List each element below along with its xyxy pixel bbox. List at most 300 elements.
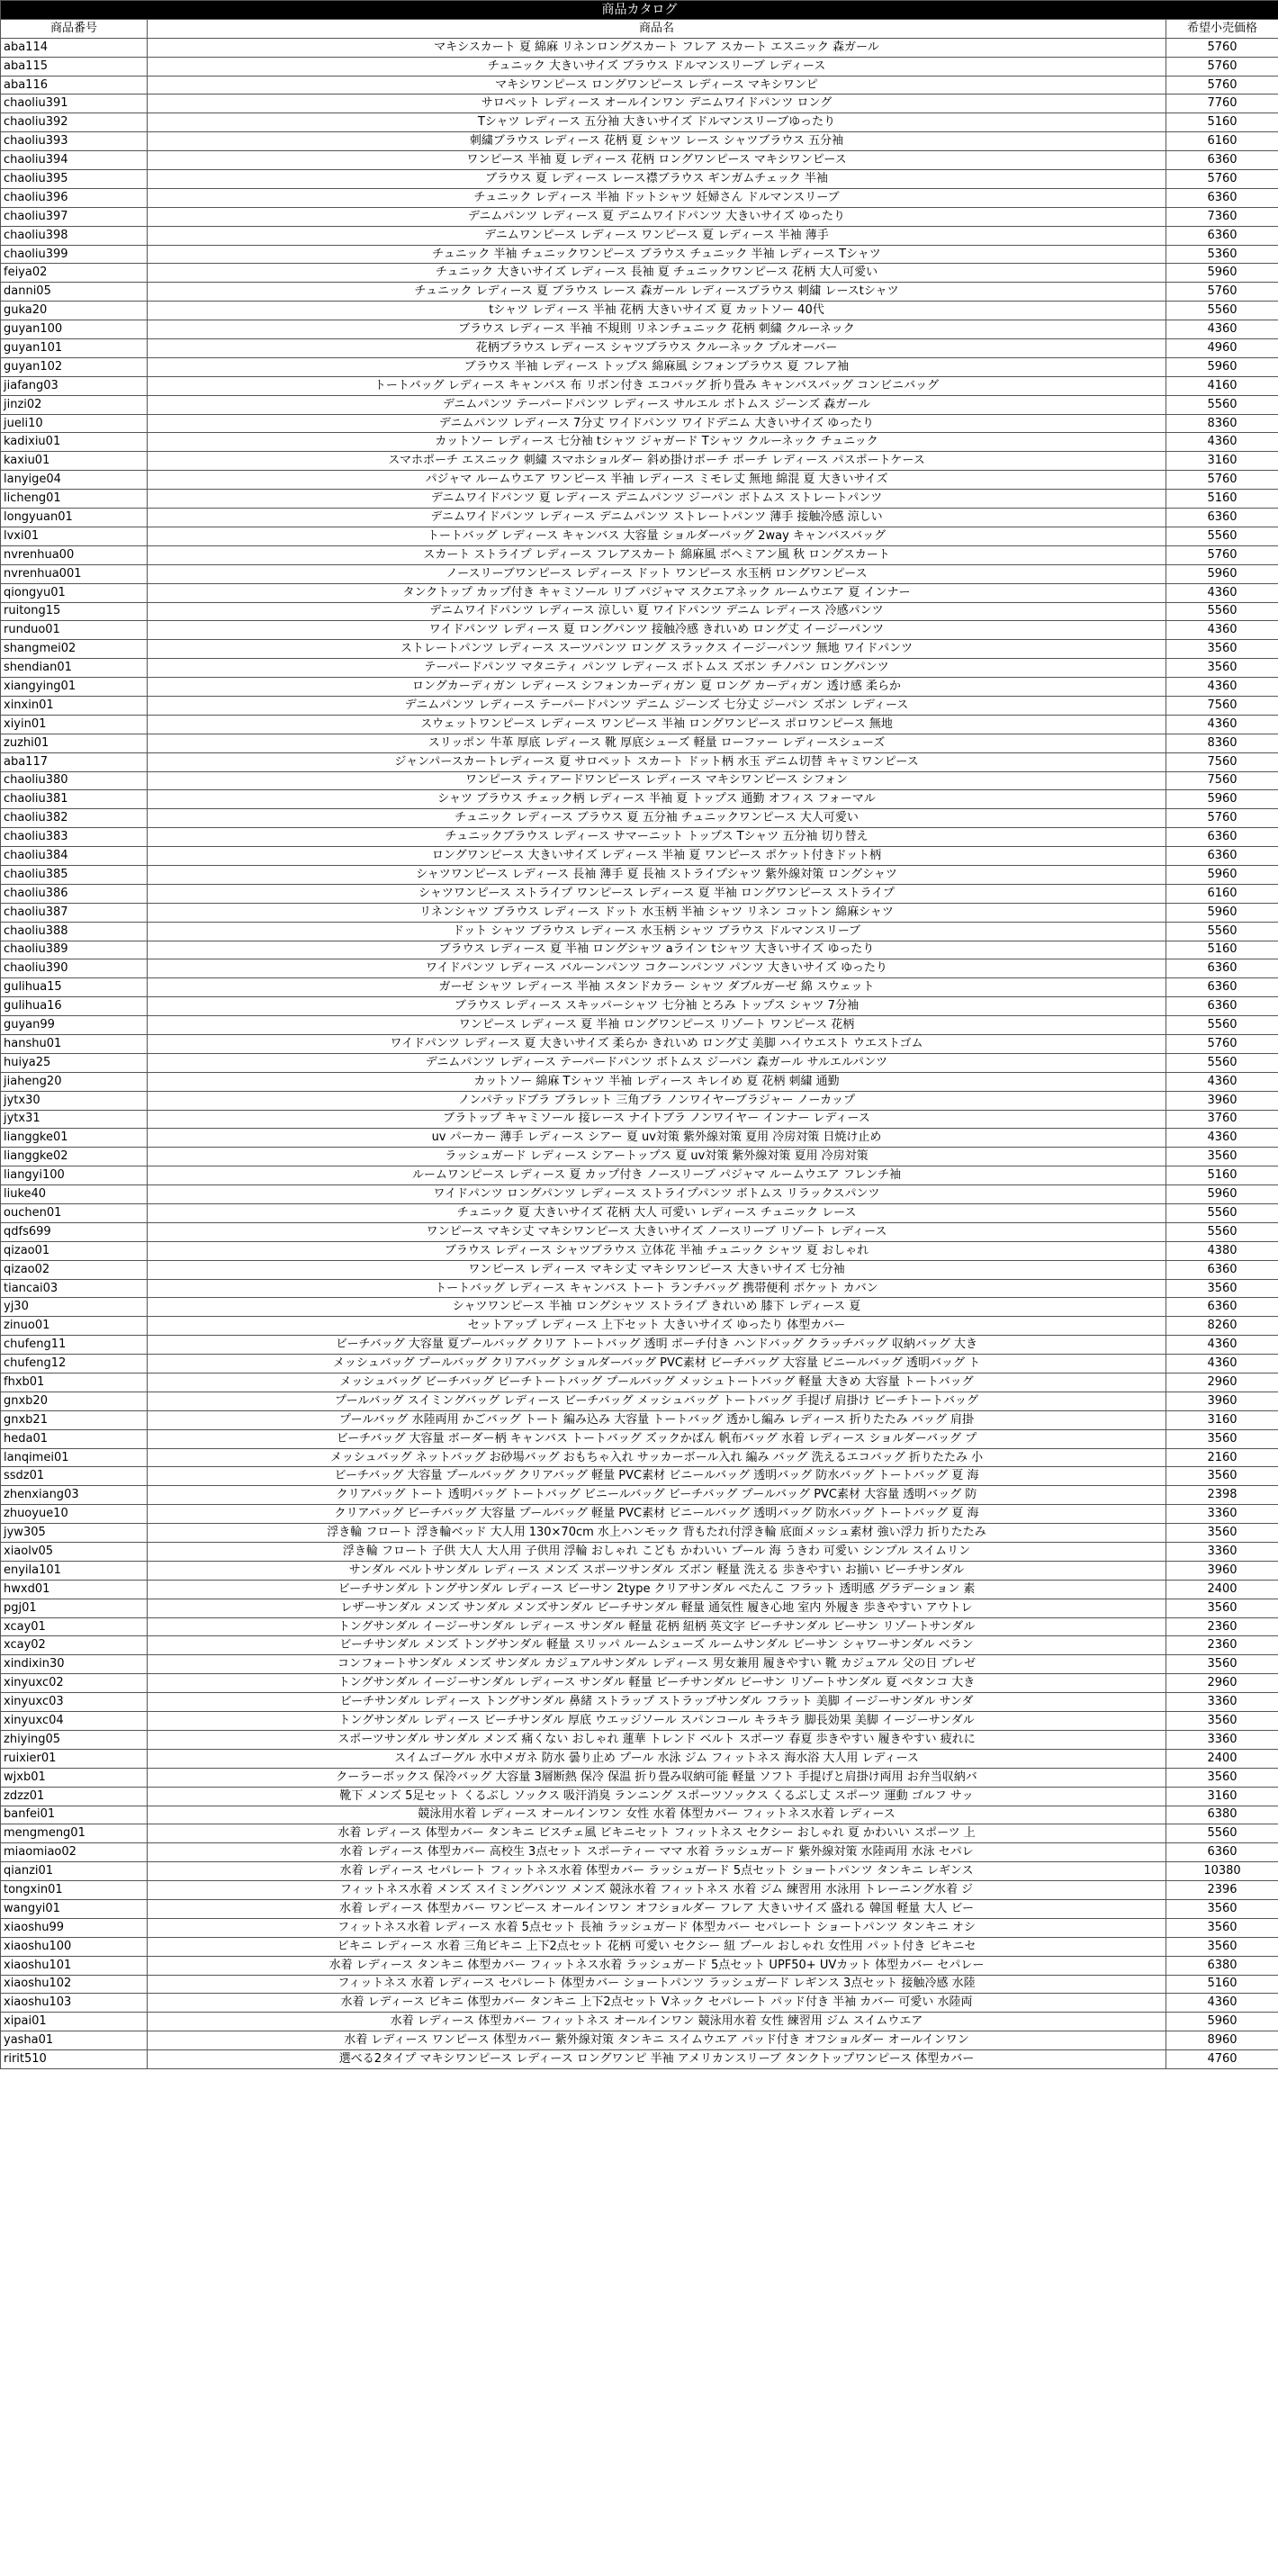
product-code-cell: ruixier01: [1, 1749, 148, 1768]
product-code-cell: yj30: [1, 1298, 148, 1317]
table-row: [1, 1505, 1278, 1524]
table-row: [1, 545, 1278, 564]
table-row: [1, 490, 1278, 509]
product-name-cell: Tシャツ レディース 五分袖 大きいサイズ ドルマンスリーブゆったり: [148, 113, 1166, 132]
table-row: [1, 76, 1278, 95]
retail-price-cell: 6360: [1166, 226, 1278, 245]
table-row: [1, 884, 1278, 903]
table-row: [1, 1429, 1278, 1448]
table-row: [1, 696, 1278, 715]
product-code-cell: jueli10: [1, 414, 148, 433]
product-code-cell: zhiying05: [1, 1730, 148, 1749]
product-name-cell: タンクトップ カップ付き キャミソール リブ パジャマ スクエアネック ルームウエア 夏 インナー: [148, 583, 1166, 602]
table-row: [1, 903, 1278, 922]
product-code-cell: chufeng11: [1, 1336, 148, 1355]
product-name-cell: 水着 レディース 体型カバー 高校生 3点セット スポーティー ママ 水着 ラッシュガード 紫外線対策 水陸両用 水泳 セパレ: [148, 1843, 1166, 1862]
retail-price-cell: 5560: [1166, 1016, 1278, 1035]
table-row: [1, 978, 1278, 997]
product-name-cell: シャツワンピース ストライプ ワンピース レディース 夏 半袖 ロングワンピース ストライプ: [148, 884, 1166, 903]
table-row: [1, 1824, 1278, 1843]
product-code-cell: chaoliu398: [1, 226, 148, 245]
table-row: [1, 1806, 1278, 1824]
product-name-cell: ワイドパンツ ロングパンツ レディース ストライプパンツ ボトムス リラックスパンツ: [148, 1185, 1166, 1204]
product-name-cell: ブラウス レディース 半袖 不規則 リネンチュニック 花柄 刺繍 クルーネック: [148, 320, 1166, 339]
product-name-cell: 水着 レディース 体型カバー タンキニ ビスチェ風 ビキニセット フィットネス セクシー おしゃれ 夏 かわいい スポーツ 上: [148, 1824, 1166, 1843]
retail-price-cell: 3560: [1166, 1712, 1278, 1731]
table-row: [1, 922, 1278, 941]
product-code-cell: mengmeng01: [1, 1824, 148, 1843]
retail-price-cell: 5960: [1166, 903, 1278, 922]
product-name-cell: クリアバッグ ビーチバッグ 大容量 プールバッグ 軽量 PVC素材 ビニールバッグ 透明バッグ 防水バッグ トートバッグ 夏 海: [148, 1505, 1166, 1524]
table-row: [1, 2050, 1278, 2069]
product-code-cell: aba116: [1, 76, 148, 95]
product-code-cell: chufeng12: [1, 1355, 148, 1374]
retail-price-cell: 4360: [1166, 715, 1278, 734]
product-code-cell: jiaheng20: [1, 1072, 148, 1091]
table-row: [1, 1410, 1278, 1429]
retail-price-cell: 6360: [1166, 1298, 1278, 1317]
table-row: [1, 95, 1278, 113]
retail-price-cell: 6380: [1166, 1956, 1278, 1975]
table-row: [1, 1166, 1278, 1185]
product-name-cell: トングサンダル レディース ビーチサンダル 厚底 ウエッジソール スパンコール キラキラ 脚長効果 美脚 イージーサンダル: [148, 1712, 1166, 1731]
product-name-cell: カットソー レディース 七分袖 tシャツ ジャガード Tシャツ クルーネック チュニック: [148, 433, 1166, 452]
product-code-cell: tongxin01: [1, 1881, 148, 1900]
retail-price-cell: 3560: [1166, 1918, 1278, 1937]
table-row: [1, 1599, 1278, 1617]
table-row: [1, 1975, 1278, 1994]
product-code-cell: kaxiu01: [1, 452, 148, 471]
retail-price-cell: 2360: [1166, 1617, 1278, 1636]
product-name-cell: 選べる2タイプ マキシワンピース レディース ロングワンピ 半袖 アメリカンスリーブ タンクトップワンピース 体型カバー: [148, 2050, 1166, 2069]
product-name-cell: メッシュバッグ ネットバッグ お砂場バッグ おもちゃ入れ サッカーボール入れ 編み バッグ 洗えるエコバッグ 折りたたみ 小: [148, 1448, 1166, 1467]
retail-price-cell: 3160: [1166, 1410, 1278, 1429]
product-name-cell: ワイドパンツ レディース バルーンパンツ コクーンパンツ パンツ 大きいサイズ ゆったり: [148, 959, 1166, 978]
product-name-cell: ロングワンピース 大きいサイズ レディース 半袖 夏 ワンピース ポケット付きドット柄: [148, 847, 1166, 866]
product-code-cell: qizao02: [1, 1260, 148, 1279]
product-name-cell: ビーチサンダル レディース トングサンダル 鼻緒 ストラップ ストラップサンダル フラット 美脚 イージーサンダル サンダ: [148, 1693, 1166, 1712]
product-name-cell: フィットネス水着 レディース 水着 5点セット 長袖 ラッシュガード 体型カバー セパレート ショートパンツ タンキニ オシ: [148, 1918, 1166, 1937]
product-code-cell: hanshu01: [1, 1034, 148, 1053]
retail-price-cell: 5760: [1166, 57, 1278, 76]
product-code-cell: chaoliu396: [1, 188, 148, 207]
product-code-cell: aba114: [1, 38, 148, 57]
retail-price-cell: 6360: [1166, 978, 1278, 997]
product-name-cell: チュニック 夏 大きいサイズ 花柄 大人 可愛い レディース チュニック レース: [148, 1204, 1166, 1223]
product-code-cell: chaoliu393: [1, 132, 148, 151]
product-name-cell: フィットネス 水着 レディース セパレート 体型カバー ショートパンツ ラッシュガード レギンス 3点セット 接触冷感 水陸: [148, 1975, 1166, 1994]
table-row: [1, 997, 1278, 1016]
table-row: [1, 1355, 1278, 1374]
table-row: [1, 1655, 1278, 1674]
product-code-cell: xiaoshu102: [1, 1975, 148, 1994]
table-row: [1, 170, 1278, 189]
table-row: [1, 1148, 1278, 1166]
retail-price-cell: 7560: [1166, 752, 1278, 771]
table-row: [1, 1279, 1278, 1298]
product-name-cell: マキシスカート 夏 綿麻 リネンロングスカート フレア スカート エスニック 森ガール: [148, 38, 1166, 57]
table-row: [1, 414, 1278, 433]
product-code-cell: xinyuxc02: [1, 1674, 148, 1693]
retail-price-cell: 6360: [1166, 1260, 1278, 1279]
product-code-cell: xiyin01: [1, 715, 148, 734]
product-code-cell: wangyi01: [1, 1899, 148, 1918]
product-code-cell: qianzi01: [1, 1862, 148, 1881]
product-name-cell: シャツワンピース 半袖 ロングシャツ ストライプ きれいめ 膝下 レディース 夏: [148, 1298, 1166, 1317]
product-name-cell: テーパードパンツ マタニティ パンツ レディース ボトムス ズボン チノパン ロングパンツ: [148, 659, 1166, 678]
product-code-cell: guyan102: [1, 357, 148, 376]
table-row: [1, 320, 1278, 339]
product-name-cell: セットアップ レディース 上下セット 大きいサイズ ゆったり 体型カバー: [148, 1317, 1166, 1336]
table-row: [1, 678, 1278, 697]
product-code-cell: chaoliu392: [1, 113, 148, 132]
product-name-cell: ビーチバッグ 大容量 プールバッグ クリアバッグ 軽量 PVC素材 ビニールバッグ 透明バッグ 防水バッグ トートバッグ 夏 海: [148, 1467, 1166, 1486]
product-code-cell: jytx30: [1, 1091, 148, 1110]
table-row: [1, 1448, 1278, 1467]
table-row: [1, 790, 1278, 809]
retail-price-cell: 6160: [1166, 132, 1278, 151]
table-row: [1, 1899, 1278, 1918]
product-code-cell: chaoliu394: [1, 151, 148, 170]
retail-price-cell: 5560: [1166, 602, 1278, 621]
retail-price-cell: 8360: [1166, 414, 1278, 433]
product-code-cell: gnxb20: [1, 1392, 148, 1410]
retail-price-cell: 3560: [1166, 1467, 1278, 1486]
retail-price-cell: 5960: [1166, 1185, 1278, 1204]
product-name-cell: スウェットワンピース レディース ワンピース 半袖 ロングワンピース ポロワンピース 無地: [148, 715, 1166, 734]
retail-price-cell: 6360: [1166, 828, 1278, 847]
product-code-cell: zhuoyue10: [1, 1505, 148, 1524]
retail-price-cell: 3960: [1166, 1091, 1278, 1110]
product-code-cell: feiya02: [1, 264, 148, 283]
retail-price-cell: 5160: [1166, 1166, 1278, 1185]
product-code-cell: xiangying01: [1, 678, 148, 697]
product-name-cell: 水着 レディース セパレート フィットネス水着 体型カバー ラッシュガード 5点セット ショートパンツ タンキニ レギンス: [148, 1862, 1166, 1881]
product-code-cell: liuke40: [1, 1185, 148, 1204]
product-code-cell: chaoliu386: [1, 884, 148, 903]
product-name-cell: チュニックブラウス レディース サマーニット トップス Tシャツ 五分袖 切り替え: [148, 828, 1166, 847]
product-code-cell: xinxin01: [1, 696, 148, 715]
retail-price-cell: 4360: [1166, 1129, 1278, 1148]
product-name-cell: ビーチサンダル トングサンダル レディース ビーサン 2type クリアサンダル ぺたんこ フラット 透明感 グラデーション 素: [148, 1580, 1166, 1599]
table-row: [1, 1843, 1278, 1862]
retail-price-cell: 7760: [1166, 95, 1278, 113]
retail-price-cell: 5160: [1166, 490, 1278, 509]
table-row: [1, 1241, 1278, 1260]
product-name-cell: ビキニ レディース 水着 三角ビキニ 上下2点セット 花柄 可愛い セクシー 紐 プール おしゃれ 女性用 パット付き ビキニセ: [148, 1937, 1166, 1956]
retail-price-cell: 4960: [1166, 339, 1278, 358]
product-name-cell: ラッシュガード レディース シアートップス 夏 uv対策 紫外線対策 夏用 冷房対策: [148, 1148, 1166, 1166]
product-code-cell: chaoliu390: [1, 959, 148, 978]
product-name-cell: チュニック 大きいサイズ レディース 長袖 夏 チュニックワンピース 花柄 大人可愛い: [148, 264, 1166, 283]
product-name-cell: 水着 レディース タンキニ 体型カバー フィットネス水着 ラッシュガード 5点セット UPF50+ UVカット 体型カバー セパレー: [148, 1956, 1166, 1975]
table-row: [1, 226, 1278, 245]
product-code-cell: gnxb21: [1, 1410, 148, 1429]
product-name-cell: デニムパンツ レディース テーパードパンツ ボトムス ジーパン 森ガール サルエルパンツ: [148, 1053, 1166, 1072]
retail-price-cell: 5760: [1166, 170, 1278, 189]
retail-price-cell: 8360: [1166, 734, 1278, 752]
product-name-cell: ビーチバッグ 大容量 夏プールバッグ クリア トートバッグ 透明 ポーチ付き ハンドバッグ クラッチバッグ 収納バッグ 大き: [148, 1336, 1166, 1355]
product-code-cell: runduo01: [1, 621, 148, 640]
table-row: [1, 1392, 1278, 1410]
product-name-cell: メッシュバッグ ビーチバッグ ビーチトートバッグ プールバッグ メッシュトートバッグ 軽量 大きめ 大容量 トートバッグ: [148, 1374, 1166, 1392]
product-name-cell: ワンピース ティアードワンピース レディース マキシワンピース シフォン: [148, 771, 1166, 790]
product-name-cell: トートバッグ レディース キャンバス 大容量 ショルダーバッグ 2way キャンバスバッグ: [148, 527, 1166, 545]
retail-price-cell: 5960: [1166, 2013, 1278, 2031]
product-code-cell: jyw305: [1, 1524, 148, 1543]
product-name-cell: シャツ ブラウス チェック柄 レディース 半袖 夏 トップス 通勤 オフィス フォーマル: [148, 790, 1166, 809]
table-row: [1, 602, 1278, 621]
table-row: [1, 38, 1278, 57]
product-name-cell: 靴下 メンズ 5足セット くるぶし ソックス 吸汗消臭 ランニング スポーツソックス くるぶし丈 スポーツ 運動 ゴルフ サッ: [148, 1787, 1166, 1806]
product-name-cell: ワンピース レディース マキシ丈 マキシワンピース 大きいサイズ 七分袖: [148, 1260, 1166, 1279]
table-row: [1, 1053, 1278, 1072]
table-row: [1, 847, 1278, 866]
product-name-cell: プールバッグ スイミングバッグ レディース ビーチバッグ メッシュバッグ トートバッグ 手提げ 肩掛け ビーチトートバッグ: [148, 1392, 1166, 1410]
product-name-cell: スポーツサンダル サンダル メンズ 痛くない おしゃれ 蓮華 トレンド ベルト スポーツ 春夏 歩きやすい 履きやすい 疲れに: [148, 1730, 1166, 1749]
product-code-cell: qdfs699: [1, 1222, 148, 1241]
product-name-cell: チュニック レディース 夏 ブラウス レース 森ガール レディースブラウス 刺繍 レースtシャツ: [148, 283, 1166, 302]
product-code-cell: danni05: [1, 283, 148, 302]
product-name-cell: ジャンパースカートレディース 夏 サロペット スカート ドット柄 水玉 デニム切替 キャミワンピース: [148, 752, 1166, 771]
product-code-cell: licheng01: [1, 490, 148, 509]
product-name-cell: スマホポーチ エスニック 刺繍 スマホショルダー 斜め掛けポーチ ポーチ レディース パスポートケース: [148, 452, 1166, 471]
product-name-cell: ワイドパンツ レディース 夏 大きいサイズ 柔らか きれいめ ロング丈 美脚 ハイウエスト ウエストゴム: [148, 1034, 1166, 1053]
product-code-cell: chaoliu383: [1, 828, 148, 847]
table-row: [1, 828, 1278, 847]
retail-price-cell: 2398: [1166, 1486, 1278, 1505]
table-row: [1, 959, 1278, 978]
product-name-cell: 競泳用水着 レディース オールインワン 女性 水着 体型カバー フィットネス水着 レディース: [148, 1806, 1166, 1824]
product-code-cell: chaoliu397: [1, 207, 148, 226]
table-row: [1, 1034, 1278, 1053]
product-code-cell: banfei01: [1, 1806, 148, 1824]
product-name-cell: デニムワイドパンツ レディース 涼しい 夏 ワイドパンツ デニム レディース 冷感パンツ: [148, 602, 1166, 621]
retail-price-cell: 5560: [1166, 527, 1278, 545]
table-row: [1, 1129, 1278, 1148]
product-code-cell: heda01: [1, 1429, 148, 1448]
product-code-cell: lanqimei01: [1, 1448, 148, 1467]
table-row: [1, 1580, 1278, 1599]
retail-price-cell: 3560: [1166, 1768, 1278, 1787]
product-name-cell: ブラトップ キャミソール 接レース ナイトブラ ノンワイヤー インナー レディース: [148, 1110, 1166, 1129]
product-code-cell: guyan101: [1, 339, 148, 358]
retail-price-cell: 4360: [1166, 678, 1278, 697]
retail-price-cell: 6380: [1166, 1806, 1278, 1824]
product-name-cell: ロングカーディガン レディース シフォンカーディガン 夏 ロング カーディガン 透け感 柔らか: [148, 678, 1166, 697]
product-code-cell: chaoliu385: [1, 865, 148, 884]
retail-price-cell: 5760: [1166, 809, 1278, 828]
retail-price-cell: 3960: [1166, 1561, 1278, 1580]
retail-price-cell: 5560: [1166, 1222, 1278, 1241]
retail-price-cell: 4360: [1166, 1994, 1278, 2013]
retail-price-cell: 3560: [1166, 1655, 1278, 1674]
table-row: [1, 1298, 1278, 1317]
table-row: [1, 1486, 1278, 1505]
retail-price-cell: 5160: [1166, 941, 1278, 959]
retail-price-cell: 5760: [1166, 283, 1278, 302]
product-name-cell: 浮き輪 フロート 浮き輪ベッド 大人用 130×70cm 水上ハンモック 背もたれ付浮き輪 底面メッシュ素材 強い浮力 折りたたみ: [148, 1524, 1166, 1543]
table-row: [1, 1072, 1278, 1091]
product-code-cell: hwxd01: [1, 1580, 148, 1599]
product-code-cell: lvxi01: [1, 527, 148, 545]
product-name-cell: ビーチバッグ 大容量 ボーダー柄 キャンバス トートバッグ ズックかばん 帆布バッグ 水着 レディース ショルダーバッグ プ: [148, 1429, 1166, 1448]
product-name-cell: 水着 レディース 体型カバー フィットネス オールインワン 競泳用水着 女性 練習用 ジム スイムウエア: [148, 2013, 1166, 2031]
table-row: [1, 1862, 1278, 1881]
table-row: [1, 1693, 1278, 1712]
product-name-cell: ワンピース 半袖 夏 レディース 花柄 ロングワンピース マキシワンピース: [148, 151, 1166, 170]
retail-price-cell: 3560: [1166, 659, 1278, 678]
retail-price-cell: 3160: [1166, 1787, 1278, 1806]
retail-price-cell: 5760: [1166, 471, 1278, 490]
retail-price-cell: 4360: [1166, 621, 1278, 640]
retail-price-cell: 3560: [1166, 1899, 1278, 1918]
product-name-cell: メッシュバッグ プールバッグ クリアバッグ ショルダーバッグ PVC素材 ビーチバッグ 大容量 ビニールバッグ 透明バッグ ト: [148, 1355, 1166, 1374]
table-row: [1, 113, 1278, 132]
product-name-cell: ブラウス レディース スキッパーシャツ 七分袖 とろみ トップス シャツ 7分袖: [148, 997, 1166, 1016]
table-row: [1, 640, 1278, 659]
product-name-cell: トングサンダル イージーサンダル レディース サンダル 軽量 花柄 紐柄 英文字 ビーチサンダル ビーサン リゾートサンダル: [148, 1617, 1166, 1636]
retail-price-cell: 10380: [1166, 1862, 1278, 1881]
product-name-cell: 水着 レディース ワンピース 体型カバー 紫外線対策 タンキニ スイムウエア パッド付き オフショルダー オールインワン: [148, 2031, 1166, 2050]
product-name-cell: トングサンダル イージーサンダル レディース サンダル 軽量 ビーチサンダル ビーサン リゾートサンダル 夏 ペタンコ 大き: [148, 1674, 1166, 1693]
table-row: [1, 659, 1278, 678]
product-code-cell: guyan100: [1, 320, 148, 339]
product-name-cell: ワンピース レディース 夏 半袖 ロングワンピース リゾート ワンピース 花柄: [148, 1016, 1166, 1035]
product-code-cell: xiaoshu99: [1, 1918, 148, 1937]
product-name-cell: ブラウス 夏 レディース レース襟ブラウス ギンガムチェック 半袖: [148, 170, 1166, 189]
product-name-cell: リネンシャツ ブラウス レディース ドット 水玉柄 半袖 シャツ リネン コットン 綿麻シャツ: [148, 903, 1166, 922]
product-name-cell: ビーチサンダル メンズ トングサンダル 軽量 スリッパ ルームシューズ ルームサンダル ビーサン シャワーサンダル ベラン: [148, 1636, 1166, 1655]
table-row: [1, 1956, 1278, 1975]
product-code-cell: xcay02: [1, 1636, 148, 1655]
product-name-cell: デニムワンピース レディース ワンピース 夏 レディース 半袖 薄手: [148, 226, 1166, 245]
product-code-cell: lianggke01: [1, 1129, 148, 1148]
retail-price-cell: 5760: [1166, 76, 1278, 95]
table-row: [1, 245, 1278, 264]
product-code-cell: chaoliu384: [1, 847, 148, 866]
product-code-cell: chaoliu387: [1, 903, 148, 922]
product-code-cell: zinuo01: [1, 1317, 148, 1336]
product-code-cell: huiya25: [1, 1053, 148, 1072]
table-row: [1, 395, 1278, 414]
product-code-cell: liangyi100: [1, 1166, 148, 1185]
product-code-cell: chaoliu391: [1, 95, 148, 113]
product-code-cell: chaoliu399: [1, 245, 148, 264]
retail-price-cell: 4360: [1166, 433, 1278, 452]
product-name-cell: マキシワンピース ロングワンピース レディース マキシワンピ: [148, 76, 1166, 95]
product-code-cell: nvrenhua00: [1, 545, 148, 564]
product-name-cell: ドット シャツ ブラウス レディース 水玉柄 シャツ ブラウス ドルマンスリーブ: [148, 922, 1166, 941]
product-code-cell: kadixiu01: [1, 433, 148, 452]
product-code-cell: guyan99: [1, 1016, 148, 1035]
table-row: [1, 151, 1278, 170]
table-row: [1, 1881, 1278, 1900]
retail-price-cell: 5960: [1166, 865, 1278, 884]
table-row: [1, 1222, 1278, 1241]
retail-price-cell: 5560: [1166, 922, 1278, 941]
product-code-cell: xiaoshu100: [1, 1937, 148, 1956]
product-name-cell: プールバッグ 水陸両用 かごバッグ トート 編み込み 大容量 トートバッグ 透かし編み レディース 折りたたみ バッグ 肩掛: [148, 1410, 1166, 1429]
retail-price-cell: 8960: [1166, 2031, 1278, 2050]
product-name-cell: 花柄ブラウス レディース シャツブラウス クルーネック プルオーバー: [148, 339, 1166, 358]
product-code-cell: tiancai03: [1, 1279, 148, 1298]
header-product-name: 商品名: [148, 19, 1166, 38]
table-row: [1, 527, 1278, 545]
table-row: [1, 471, 1278, 490]
retail-price-cell: 5560: [1166, 302, 1278, 320]
table-row: [1, 376, 1278, 395]
retail-price-cell: 6360: [1166, 959, 1278, 978]
product-code-cell: qizao01: [1, 1241, 148, 1260]
table-row: [1, 1918, 1278, 1937]
product-name-cell: ワンピース マキシ丈 マキシワンピース 大きいサイズ ノースリーブ リゾート レディース: [148, 1222, 1166, 1241]
table-row: [1, 1185, 1278, 1204]
table-row: [1, 1994, 1278, 2013]
retail-price-cell: 3560: [1166, 1148, 1278, 1166]
product-name-cell: フィットネス水着 メンズ スイミングパンツ メンズ 競泳水着 フィットネス 水着 ジム 練習用 水泳用 トレーニング水着 ジ: [148, 1881, 1166, 1900]
product-name-cell: サロペット レディース オールインワン デニムワイドパンツ ロング: [148, 95, 1166, 113]
table-row: [1, 207, 1278, 226]
retail-price-cell: 6360: [1166, 997, 1278, 1016]
product-code-cell: xcay01: [1, 1617, 148, 1636]
retail-price-cell: 7560: [1166, 696, 1278, 715]
table-row: [1, 132, 1278, 151]
table-row: [1, 715, 1278, 734]
retail-price-cell: 5760: [1166, 545, 1278, 564]
retail-price-cell: 3560: [1166, 640, 1278, 659]
retail-price-cell: 3960: [1166, 1392, 1278, 1410]
product-code-cell: chaoliu380: [1, 771, 148, 790]
product-name-cell: スイムゴーグル 水中メガネ 防水 曇り止め プール 水泳 ジム フィットネス 海水浴 大人用 レディース: [148, 1749, 1166, 1768]
table-row: [1, 2013, 1278, 2031]
product-code-cell: pgj01: [1, 1599, 148, 1617]
retail-price-cell: 3560: [1166, 1279, 1278, 1298]
retail-price-cell: 2360: [1166, 1636, 1278, 1655]
table-row: [1, 734, 1278, 752]
header-retail-price: 希望小売価格: [1166, 19, 1278, 38]
retail-price-cell: 4380: [1166, 1241, 1278, 1260]
product-name-cell: ブラウス レディース 夏 半袖 ロングシャツ aライン tシャツ 大きいサイズ ゆったり: [148, 941, 1166, 959]
table-row: [1, 1712, 1278, 1731]
table-row: [1, 1617, 1278, 1636]
retail-price-cell: 6160: [1166, 884, 1278, 903]
product-name-cell: tシャツ レディース 半袖 花柄 大きいサイズ 夏 カットソー 40代: [148, 302, 1166, 320]
product-code-cell: fhxb01: [1, 1374, 148, 1392]
product-name-cell: 水着 レディース ビキニ 体型カバー タンキニ 上下2点セット Vネック セパレート パッド付き 半袖 カバー 可愛い 水陸両: [148, 1994, 1166, 2013]
retail-price-cell: 4360: [1166, 1072, 1278, 1091]
table-row: [1, 357, 1278, 376]
product-name-cell: スカート ストライプ レディース フレアスカート 綿麻風 ボヘミアン風 秋 ロングスカート: [148, 545, 1166, 564]
retail-price-cell: 5560: [1166, 1053, 1278, 1072]
retail-price-cell: 3160: [1166, 452, 1278, 471]
product-code-cell: guka20: [1, 302, 148, 320]
product-name-cell: ブラウス レディース シャツブラウス 立体花 半袖 チュニック シャツ 夏 おしゃれ: [148, 1241, 1166, 1260]
product-code-cell: xiaolv05: [1, 1543, 148, 1562]
retail-price-cell: 5960: [1166, 790, 1278, 809]
retail-price-cell: 6360: [1166, 151, 1278, 170]
table-row: [1, 865, 1278, 884]
product-name-cell: デニムパンツ テーパードパンツ レディース サルエル ボトムス ジーンズ 森ガール: [148, 395, 1166, 414]
product-code-cell: shangmei02: [1, 640, 148, 659]
product-name-cell: デニムパンツ レディース 7分丈 ワイドパンツ ワイドデニム 大きいサイズ ゆったり: [148, 414, 1166, 433]
table-row: [1, 452, 1278, 471]
product-rows: [1, 38, 1278, 2068]
retail-price-cell: 3760: [1166, 1110, 1278, 1129]
product-name-cell: クリアバッグ トート 透明バッグ トートバッグ ビニールバッグ ビーチバッグ プールバッグ PVC素材 大容量 透明バッグ 防: [148, 1486, 1166, 1505]
product-code-cell: aba117: [1, 752, 148, 771]
product-name-cell: デニムパンツ レディース テーパードパンツ デニム ジーンズ 七分丈 ジーパン ズボン レディース: [148, 696, 1166, 715]
